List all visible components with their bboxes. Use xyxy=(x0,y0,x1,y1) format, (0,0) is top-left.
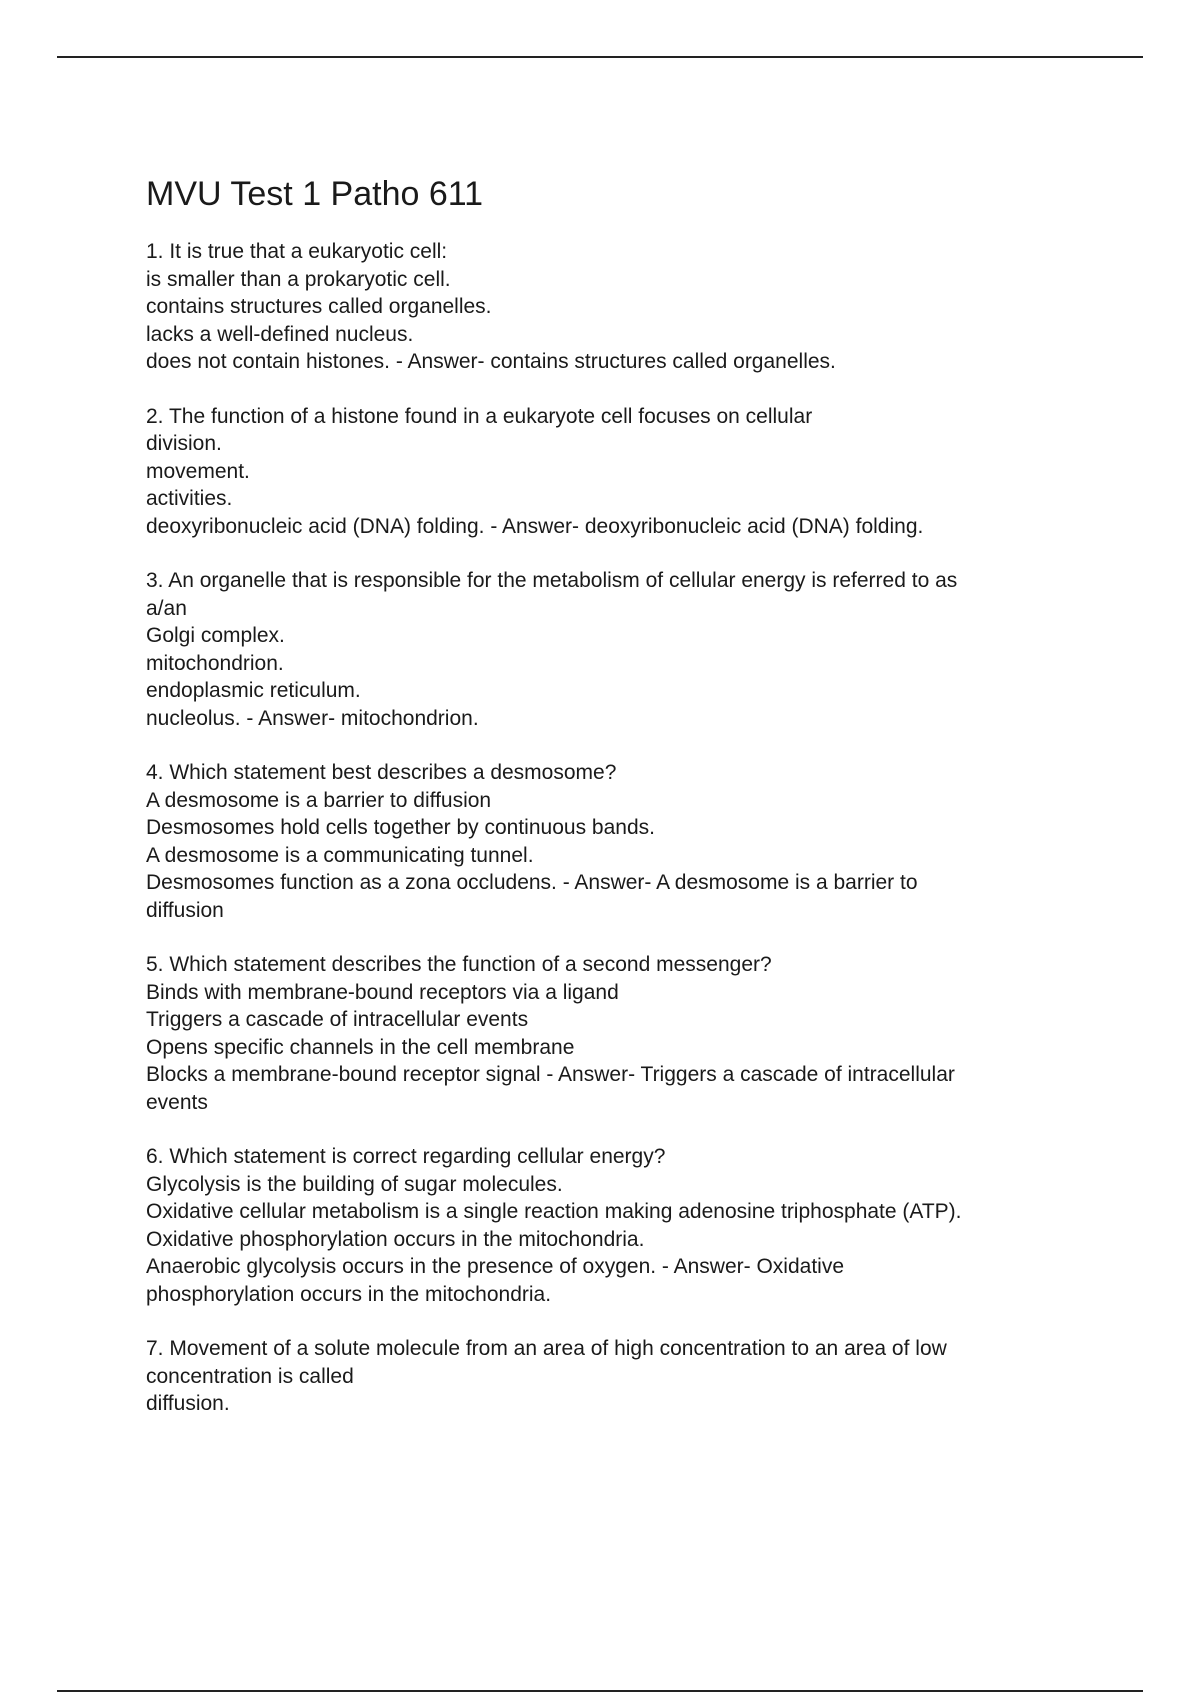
question-line: Golgi complex. xyxy=(146,624,285,647)
question-block xyxy=(146,403,1096,541)
question-text: 4. Which statement best describes a desmosome? xyxy=(146,761,617,784)
question-line: events xyxy=(146,1090,208,1114)
question-line: deoxyribonucleic acid (DNA) folding. - Answer- deoxyribonucleic acid (DNA) folding. xyxy=(146,514,924,538)
document-body xyxy=(146,172,1096,1445)
question-line: Oxidative cellular metabolism is a single reaction making adenosine triphosphate (ATP). xyxy=(146,1200,962,1223)
question-line: endoplasmic reticulum. xyxy=(146,679,361,702)
question-line: activities. xyxy=(146,487,233,510)
question-text: 1. It is true that a eukaryotic cell: xyxy=(146,240,448,263)
question-block xyxy=(146,759,1096,924)
question-block xyxy=(146,951,1096,1116)
question-line: Desmosomes hold cells together by continuous bands. xyxy=(146,816,655,839)
question-line: does not contain histones. - Answer- contains structures called organelles. xyxy=(146,350,836,373)
question-line: phosphorylation occurs in the mitochondria. xyxy=(146,1282,552,1306)
question-line: concentration is called xyxy=(146,1364,354,1388)
question-line: Triggers a cascade of intracellular events xyxy=(146,1008,529,1031)
question-list xyxy=(146,238,1096,1418)
question-line: movement. xyxy=(146,459,250,483)
question-line: Desmosomes function as a zona occludens. - Answer- A desmosome is a barrier to xyxy=(146,871,918,894)
question-block xyxy=(146,238,1096,376)
question-text: 6. Which statement is correct regarding cellular energy? xyxy=(146,1145,666,1168)
question-text: 3. An organelle that is responsible for the metabolism of cellular energy is referred to as xyxy=(146,569,958,592)
question-text: 2. The function of a histone found in a eukaryote cell focuses on cellular xyxy=(146,404,813,428)
document-title: MVU Test 1 Patho 611 xyxy=(146,175,484,213)
question-line: diffusion. xyxy=(146,1392,230,1415)
header-rule xyxy=(57,56,1143,58)
question-line: nucleolus. - Answer- mitochondrion. xyxy=(146,706,479,730)
question-line: is smaller than a prokaryotic cell. xyxy=(146,267,451,291)
question-block xyxy=(146,1143,1096,1308)
question-line: A desmosome is a communicating tunnel. xyxy=(146,843,534,867)
question-line: contains structures called organelles. xyxy=(146,295,492,318)
question-line: A desmosome is a barrier to diffusion xyxy=(146,788,492,812)
question-line: lacks a well-defined nucleus. xyxy=(146,322,414,346)
question-line: Glycolysis is the building of sugar molecules. xyxy=(146,1172,563,1196)
question-text: 7. Movement of a solute molecule from an area of high concentration to an area of low xyxy=(146,1337,947,1360)
question-text: 5. Which statement describes the function of a second messenger? xyxy=(146,953,772,976)
question-line: division. xyxy=(146,432,222,455)
question-line: Opens specific channels in the cell membrane xyxy=(146,1035,575,1059)
question-line: a/an xyxy=(146,596,187,620)
question-line: Oxidative phosphorylation occurs in the mitochondria. xyxy=(146,1227,645,1251)
footer-rule xyxy=(57,1690,1143,1692)
question-line: Blocks a membrane-bound receptor signal - Answer- Triggers a cascade of intracellular xyxy=(146,1063,955,1086)
question-line: mitochondrion. xyxy=(146,651,284,675)
question-line: Anaerobic glycolysis occurs in the presence of oxygen. - Answer- Oxidative xyxy=(146,1255,844,1278)
question-block xyxy=(146,1335,1096,1418)
question-block xyxy=(146,567,1096,732)
question-line: diffusion xyxy=(146,898,224,922)
question-line: Binds with membrane-bound receptors via a ligand xyxy=(146,980,619,1004)
